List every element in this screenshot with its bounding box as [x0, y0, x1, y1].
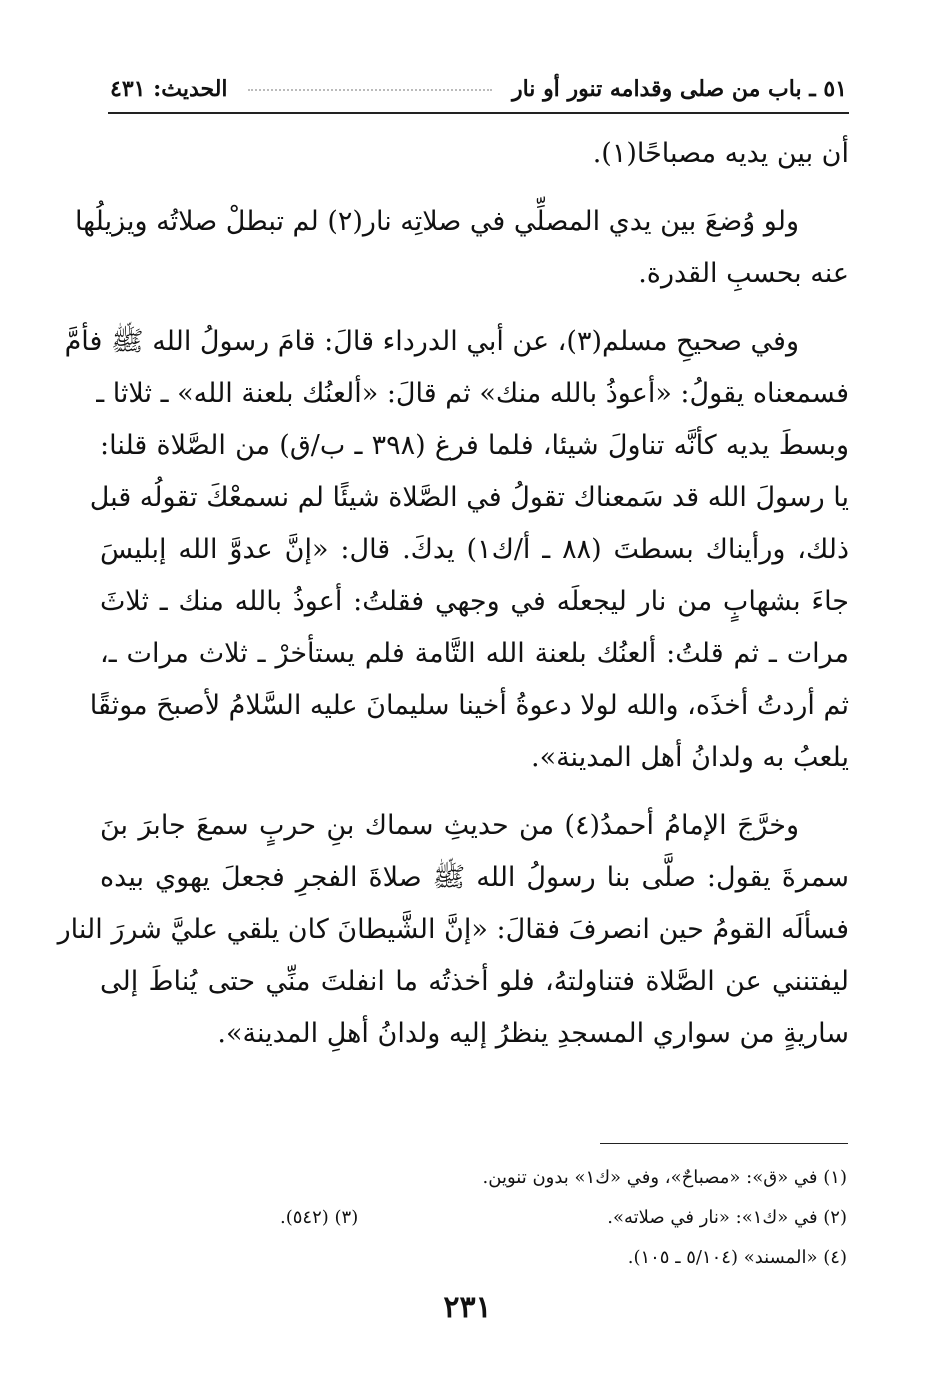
paragraph	[57, 800, 849, 1060]
text-line: مرات ـ ثم قلتُ: ألعنُك بلعنة الله التَّامة فلم يستأخرْ ـ ثلاث مرات ـ،	[100, 638, 849, 669]
running-header	[110, 72, 847, 106]
footnote-separator	[600, 1143, 848, 1144]
text-line: جاءَ بشهابٍ من نار ليجعلَه في وجهي فقلتُ: أعوذُ بالله منك ـ ثلاثَ	[100, 586, 849, 617]
main-text	[57, 128, 849, 1076]
header-dotted-leader	[248, 88, 492, 91]
footnote-3: (٣) (٥٤٢).	[280, 1207, 359, 1228]
paragraph	[64, 316, 849, 784]
paragraph	[74, 196, 849, 300]
text-line: ولو وُضعَ بين يدي المصلِّي في صلاتِه نار(٢) لم تبطلْ صلاتُه ويزيلُها	[74, 206, 799, 237]
text-line: ثم أردتُ أخذَه، والله لولا دعوةُ أخينا سليمانَ عليه السَّلامُ لأصبحَ موثقًا	[89, 690, 849, 721]
text-line: يلعبُ به ولدانُ أهل المدينة».	[530, 742, 849, 773]
text-line: أن بين يديه مصباحًا(١).	[592, 138, 849, 169]
page-number: ٢٣١	[443, 1290, 492, 1325]
text-line: ساريةٍ من سواري المسجدِ ينظرُ إليه ولدانُ أهلِ المدينة».	[217, 1018, 849, 1049]
text-line: فسألَه القومُ حين انصرفَ فقالَ: «إنَّ الشَّيطانَ كان يلقي عليَّ شررَ النار	[57, 914, 849, 945]
text-line: وبسطَ يديه كأنَّه تناولَ شيئا، فلما فرغ (٣٩٨ ـ ب/ق) من الصَّلاة قلنا:	[100, 430, 849, 461]
text-line: ليفتنني عن الصَّلاة فتناولتهُ، فلو أخذتُه ما انفلتَ منِّي حتى يُناطَ إلى	[100, 966, 849, 997]
text-line: وخرَّجَ الإمامُ أحمدُ(٤) من حديثِ سماك بنِ حربٍ سمعَ جابرَ بنَ	[100, 810, 799, 841]
text-line: ذلك، ورأيناك بسطتَ (٨٨ ـ أ/ك١) يدكَ. قال: «إنَّ عدوَّ الله إبليسَ	[100, 534, 849, 565]
text-line: وفي صحيحِ مسلم(٣)، عن أبي الدرداء قالَ: قامَ رسولُ الله ﷺ فأمَّ	[64, 326, 799, 357]
footnote-row	[280, 1198, 847, 1238]
footnotes	[280, 1158, 847, 1278]
header-rule	[108, 112, 849, 114]
footnote-1: (١) في «ق»: «مصباحٌ»، وفي «ك١» بدون تنوين.	[482, 1167, 847, 1188]
paragraph	[100, 128, 849, 180]
footnote-4: (٤) «المسند» (٥/١٠٤ ـ ١٠٥).	[627, 1247, 847, 1268]
footnote-2: (٢) في «ك١»: «نار في صلاته».	[607, 1207, 847, 1228]
text-line: فسمعناه يقولُ: «أعوذُ بالله منك» ثم قالَ: «ألعنُك بلعنة الله» ـ ثلاثا ـ	[96, 378, 849, 409]
chapter-title: ٥١ ـ باب من صلى وقدامه تنور أو نار	[511, 76, 847, 102]
text-line: سمرةَ يقول: صلَّى بنا رسولُ الله ﷺ صلاةَ الفجرِ فجعلَ يهوي بيده	[100, 862, 849, 893]
hadith-number-label: الحديث: ٤٣١	[110, 76, 228, 102]
text-line: يا رسولَ الله قد سَمعناك تقولُ في الصَّلاة شيئًا لم نسمعْكَ تقولُه قبل	[89, 482, 849, 513]
text-line: عنه بحسبِ القدرة.	[638, 258, 849, 289]
